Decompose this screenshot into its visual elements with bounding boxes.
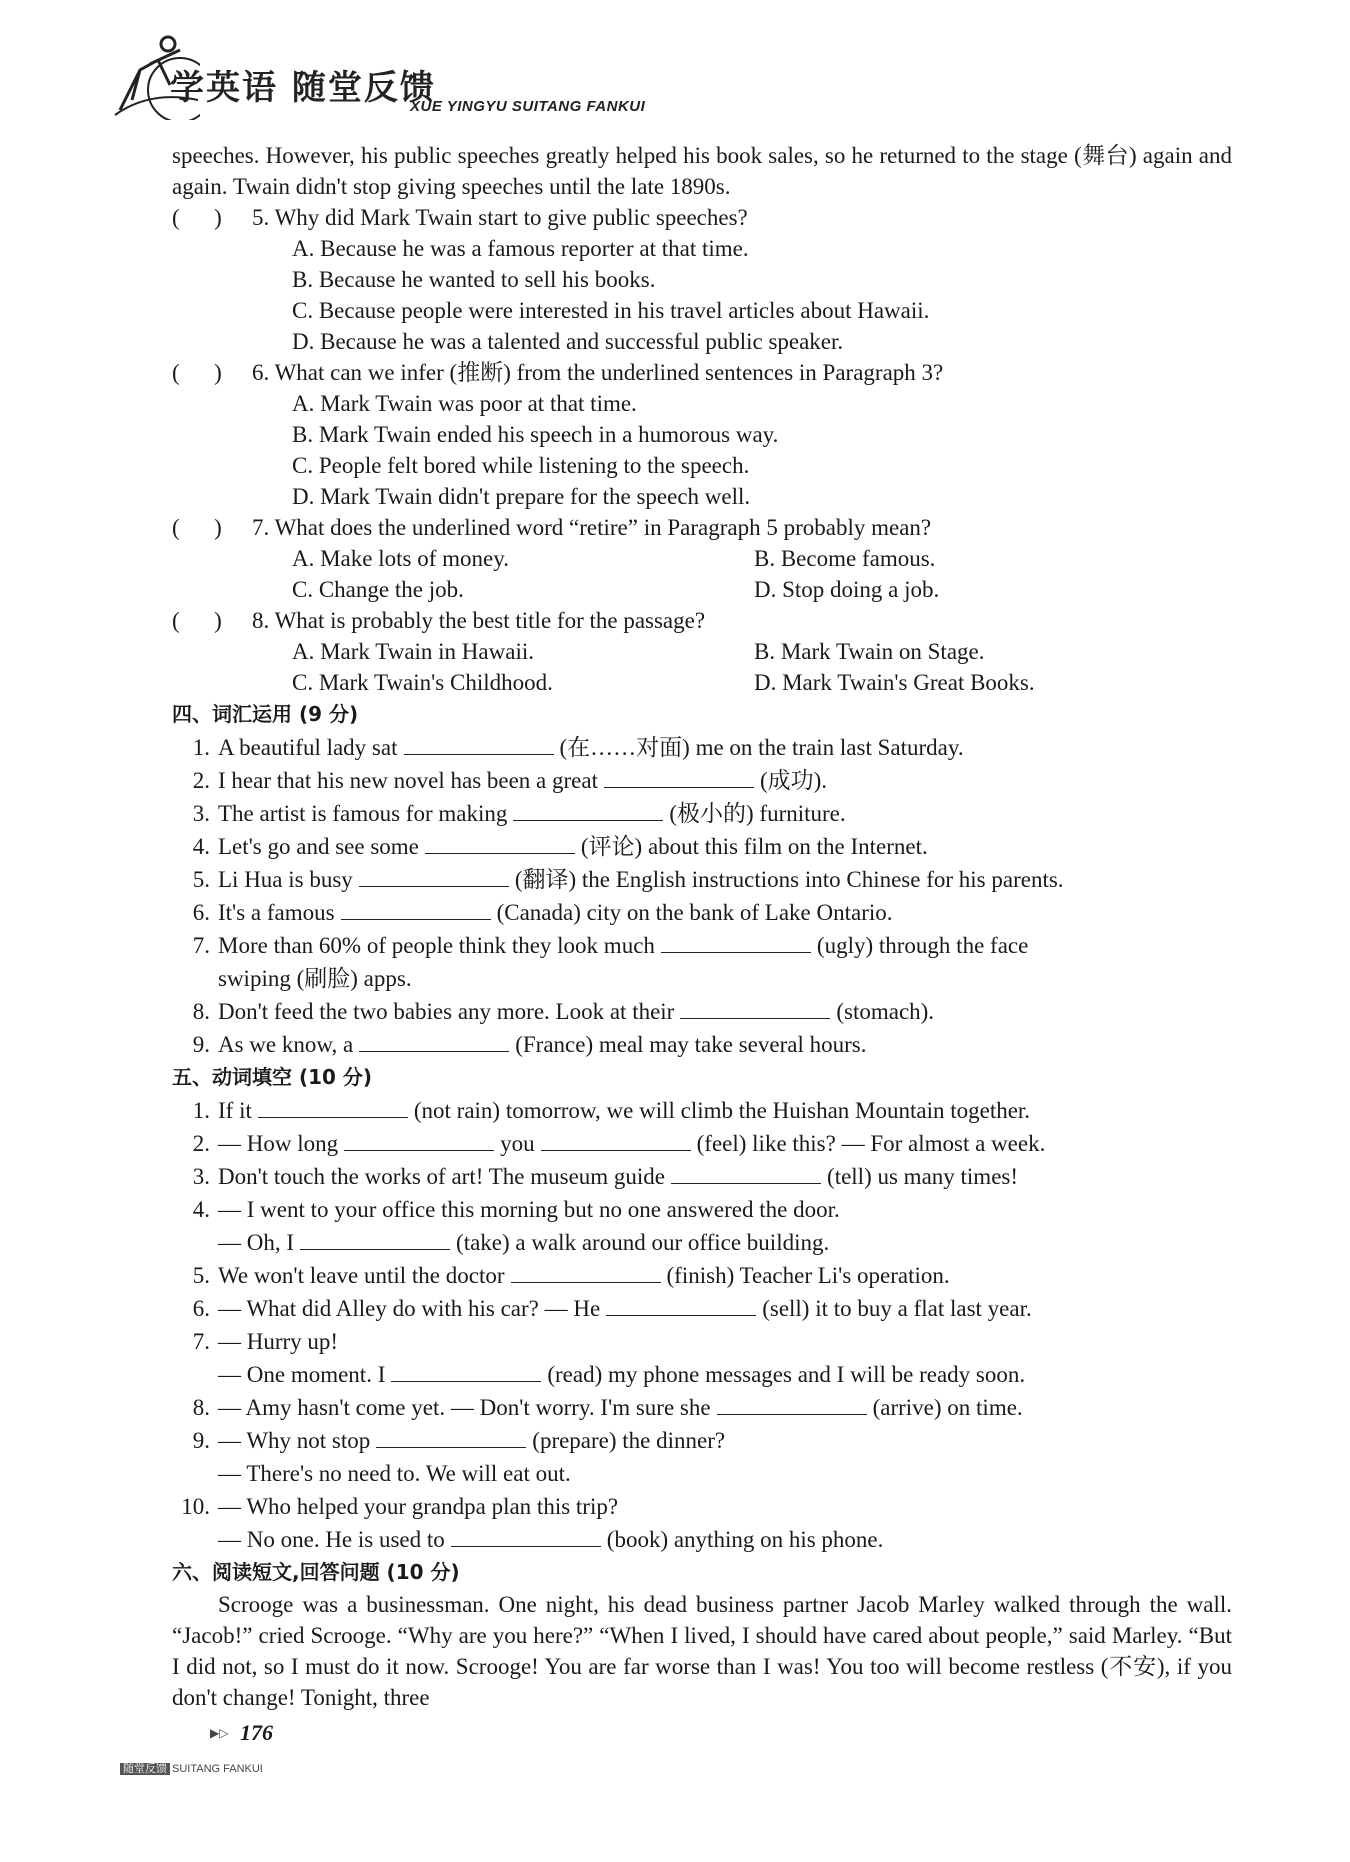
answer-blank[interactable]	[604, 767, 754, 788]
text-after: (翻译) the English instructions into Chinese for his parents.	[514, 867, 1064, 892]
question-text: 5. Why did Mark Twain start to give public speeches?	[252, 205, 748, 230]
item-line: — Hurry up!	[218, 1329, 339, 1354]
item-text	[218, 1292, 1232, 1325]
item-continuation	[172, 1226, 1232, 1259]
answer-blank[interactable]	[258, 1097, 408, 1118]
item-text	[218, 1160, 1232, 1193]
option: D. Because he was a talented and successful public speaker.	[292, 329, 844, 354]
text-before: — Oh, I	[218, 1230, 295, 1255]
exercise-item	[172, 1028, 1232, 1061]
option: D. Mark Twain didn't prepare for the speech well.	[292, 484, 751, 509]
option: C. People felt bored while listening to the speech.	[292, 453, 750, 478]
exercise-item	[172, 1325, 1232, 1358]
text-before: The artist is famous for making	[218, 801, 508, 826]
option: A. Make lots of money.	[292, 546, 509, 571]
item-number: 6.	[192, 1296, 210, 1321]
text-before: If it	[218, 1098, 252, 1123]
item-continuation	[172, 1358, 1232, 1391]
answer-blank[interactable]	[359, 1031, 509, 1052]
text-after: (prepare) the dinner?	[532, 1428, 726, 1453]
item-number: 2.	[192, 768, 210, 793]
text-after: (ugly) through the face	[816, 933, 1029, 958]
footer-brand: 随堂反馈 SUITANG FANKUI	[120, 1760, 263, 1776]
item-text	[218, 1193, 1232, 1226]
exercise-item	[172, 1391, 1232, 1424]
text-before: Li Hua is busy	[218, 867, 353, 892]
item-continuation: swiping (刷脸) apps.	[218, 966, 412, 991]
answer-blank[interactable]	[541, 1130, 691, 1151]
exercise-item	[172, 1292, 1232, 1325]
text-before: — What did Alley do with his car? — He	[218, 1296, 601, 1321]
answer-blank[interactable]	[606, 1295, 756, 1316]
text-before: A beautiful lady sat	[218, 735, 398, 760]
answer-blank[interactable]	[513, 800, 663, 821]
item-text	[218, 1259, 1232, 1292]
text-before: Don't feed the two babies any more. Look at their	[218, 999, 675, 1024]
question-row	[172, 357, 1232, 388]
option-row	[172, 636, 1232, 667]
item-number: 8.	[192, 1395, 210, 1420]
item-number: 7.	[192, 933, 210, 958]
question-text: 7. What does the underlined word “retire” in Paragraph 5 probably mean?	[252, 515, 932, 540]
text-after: (finish) Teacher Li's operation.	[666, 1263, 950, 1288]
exercise-item	[172, 863, 1232, 896]
section-title: 五、动词填空 (10 分)	[172, 1065, 373, 1089]
item-text	[218, 995, 1232, 1028]
page-content	[172, 140, 1232, 1713]
item-number: 9.	[192, 1032, 210, 1057]
answer-paren: ( )	[172, 608, 222, 633]
question-row	[172, 512, 1232, 543]
item-number: 3.	[192, 1164, 210, 1189]
exercise-item	[172, 797, 1232, 830]
text-after: (France) meal may take several hours.	[515, 1032, 867, 1057]
text-before: It's a famous	[218, 900, 335, 925]
option-row	[172, 667, 1232, 698]
text-after: (stomach).	[836, 999, 935, 1024]
item-number: 4.	[192, 1197, 210, 1222]
option: B. Become famous.	[754, 546, 936, 571]
intro-paragraph: speeches. However, his public speeches greatly helped his book sales, so he returned to the stage (舞台) again and again. Twain didn't stop giving speeches until the late 1890s.	[172, 143, 1232, 199]
option: B. Because he wanted to sell his books.	[292, 267, 656, 292]
answer-paren: ( )	[172, 515, 222, 540]
text-after: (极小的) furniture.	[669, 801, 846, 826]
item-text	[218, 1391, 1232, 1424]
option-row	[172, 574, 1232, 605]
item-number: 5.	[192, 867, 210, 892]
text-after: (not rain) tomorrow, we will climb the Huishan Mountain together.	[413, 1098, 1031, 1123]
exercise-item	[172, 1490, 1232, 1523]
answer-blank[interactable]	[391, 1361, 541, 1382]
logo-subtitle: XUE YINGYU SUITANG FANKUI	[410, 98, 646, 115]
section-reading	[172, 1556, 1232, 1713]
option: C. Change the job.	[292, 577, 464, 602]
item-text	[218, 1094, 1232, 1127]
text-after: (成功).	[759, 768, 828, 793]
exercise-item	[172, 1259, 1232, 1292]
option: D. Stop doing a job.	[754, 577, 940, 602]
text-before: Don't touch the works of art! The museum guide	[218, 1164, 666, 1189]
option: C. Because people were interested in his travel articles about Hawaii.	[292, 298, 930, 323]
item-number: 7.	[192, 1329, 210, 1354]
item-text	[218, 1490, 1232, 1523]
exercise-item	[172, 995, 1232, 1028]
footer-arrow-icon: ▶▷	[210, 1726, 229, 1740]
item-text	[218, 1325, 1232, 1358]
text-after: (Canada) city on the bank of Lake Ontario.	[496, 900, 893, 925]
item-text	[218, 929, 1232, 962]
option: A. Mark Twain was poor at that time.	[292, 391, 637, 416]
answer-blank[interactable]	[300, 1229, 450, 1250]
text-after: (sell) it to buy a flat last year.	[762, 1296, 1032, 1321]
exercise-item	[172, 1160, 1232, 1193]
item-number: 9.	[192, 1428, 210, 1453]
text-before: — Why not stop	[218, 1428, 371, 1453]
answer-blank[interactable]	[671, 1163, 821, 1184]
question-text: 6. What can we infer (推断) from the underlined sentences in Paragraph 3?	[252, 360, 944, 385]
header-banner	[110, 30, 710, 140]
text-before: — How long	[218, 1131, 339, 1156]
item-text	[218, 1028, 1232, 1061]
item-continuation: — There's no need to. We will eat out.	[218, 1461, 571, 1486]
answer-blank[interactable]	[376, 1427, 526, 1448]
text-before: More than 60% of people think they look much	[218, 933, 655, 958]
exercise-item	[172, 1094, 1232, 1127]
option: B. Mark Twain on Stage.	[754, 639, 985, 664]
option: A. Because he was a famous reporter at that time.	[292, 236, 749, 261]
item-line: — Who helped your grandpa plan this trip?	[218, 1494, 619, 1519]
exercise-item	[172, 731, 1232, 764]
text-mid: you	[500, 1131, 535, 1156]
item-number: 1.	[192, 735, 210, 760]
exercise-item	[172, 1127, 1232, 1160]
question-text: 8. What is probably the best title for the passage?	[252, 608, 706, 633]
answer-blank[interactable]	[425, 833, 575, 854]
answer-blank[interactable]	[680, 998, 830, 1019]
exercise-item	[172, 929, 1232, 962]
exercise-item	[172, 830, 1232, 863]
item-text	[218, 797, 1232, 830]
answer-paren: ( )	[172, 360, 222, 385]
question-row	[172, 605, 1232, 636]
exercise-item	[172, 896, 1232, 929]
section-title: 四、词汇运用 (9 分)	[172, 702, 359, 726]
answer-blank[interactable]	[511, 1262, 661, 1283]
text-after: (read) my phone messages and I will be ready soon.	[547, 1362, 1026, 1387]
logo-title: 学英语 随堂反馈	[170, 68, 436, 108]
item-continuation	[172, 1523, 1232, 1556]
question-row	[172, 202, 1232, 233]
exercise-item	[172, 764, 1232, 797]
text-after: (take) a walk around our office building.	[456, 1230, 830, 1255]
answer-blank[interactable]	[404, 734, 554, 755]
item-number: 1.	[192, 1098, 210, 1123]
option: B. Mark Twain ended his speech in a humorous way.	[292, 422, 779, 447]
item-text	[218, 1127, 1232, 1160]
text-after: (arrive) on time.	[872, 1395, 1023, 1420]
text-before: — One moment. I	[218, 1362, 386, 1387]
answer-blank[interactable]	[341, 899, 491, 920]
answer-blank[interactable]	[451, 1526, 601, 1547]
item-number: 6.	[192, 900, 210, 925]
page-number: 176	[240, 1720, 273, 1745]
text-after: (在……对面) me on the train last Saturday.	[559, 735, 964, 760]
section-title: 六、阅读短文,回答问题 (10 分)	[172, 1560, 460, 1584]
exercise-item	[172, 1424, 1232, 1457]
answer-blank[interactable]	[344, 1130, 494, 1151]
item-text	[218, 731, 1232, 764]
text-after: (feel) like this? — For almost a week.	[696, 1131, 1046, 1156]
text-after: (tell) us many times!	[827, 1164, 1019, 1189]
item-number: 8.	[192, 999, 210, 1024]
section-vocabulary	[172, 698, 1232, 1061]
item-number: 3.	[192, 801, 210, 826]
text-before: I hear that his new novel has been a great	[218, 768, 598, 793]
item-number: 4.	[192, 834, 210, 859]
text-before: As we know, a	[218, 1032, 354, 1057]
item-number: 2.	[192, 1131, 210, 1156]
option-row	[172, 543, 1232, 574]
item-number: 5.	[192, 1263, 210, 1288]
option: D. Mark Twain's Great Books.	[754, 670, 1035, 695]
text-before: We won't leave until the doctor	[218, 1263, 505, 1288]
section-verb-fill	[172, 1061, 1232, 1556]
text-before: — No one. He is used to	[218, 1527, 445, 1552]
reading-paragraph: Scrooge was a businessman. One night, his dead business partner Jacob Marley walked through the wall. “Jacob!” cried Scrooge. “Why are you here?” “When I lived, I should have cared about people,” said Marley. “But I did not, so I must do it now. Scrooge! You are far worse than I was! You too will become restless (不安), if you don't change! Tonight, three	[172, 1592, 1232, 1710]
text-after: (book) anything on his phone.	[606, 1527, 884, 1552]
item-text	[218, 764, 1232, 797]
item-text	[218, 830, 1232, 863]
option: C. Mark Twain's Childhood.	[292, 670, 553, 695]
answer-blank[interactable]	[359, 866, 509, 887]
item-text	[218, 1424, 1232, 1457]
exercise-item	[172, 1193, 1232, 1226]
answer-paren: ( )	[172, 205, 222, 230]
answer-blank[interactable]	[717, 1394, 867, 1415]
text-after: (评论) about this film on the Internet.	[580, 834, 928, 859]
text-before: — Amy hasn't come yet. — Don't worry. I'm sure she	[218, 1395, 711, 1420]
question-list	[172, 202, 1232, 698]
text-before: Let's go and see some	[218, 834, 419, 859]
answer-blank[interactable]	[661, 932, 811, 953]
item-text	[218, 863, 1232, 896]
item-line: — I went to your office this morning but no one answered the door.	[218, 1197, 840, 1222]
item-number: 10.	[181, 1494, 210, 1519]
item-text	[218, 896, 1232, 929]
option: A. Mark Twain in Hawaii.	[292, 639, 534, 664]
